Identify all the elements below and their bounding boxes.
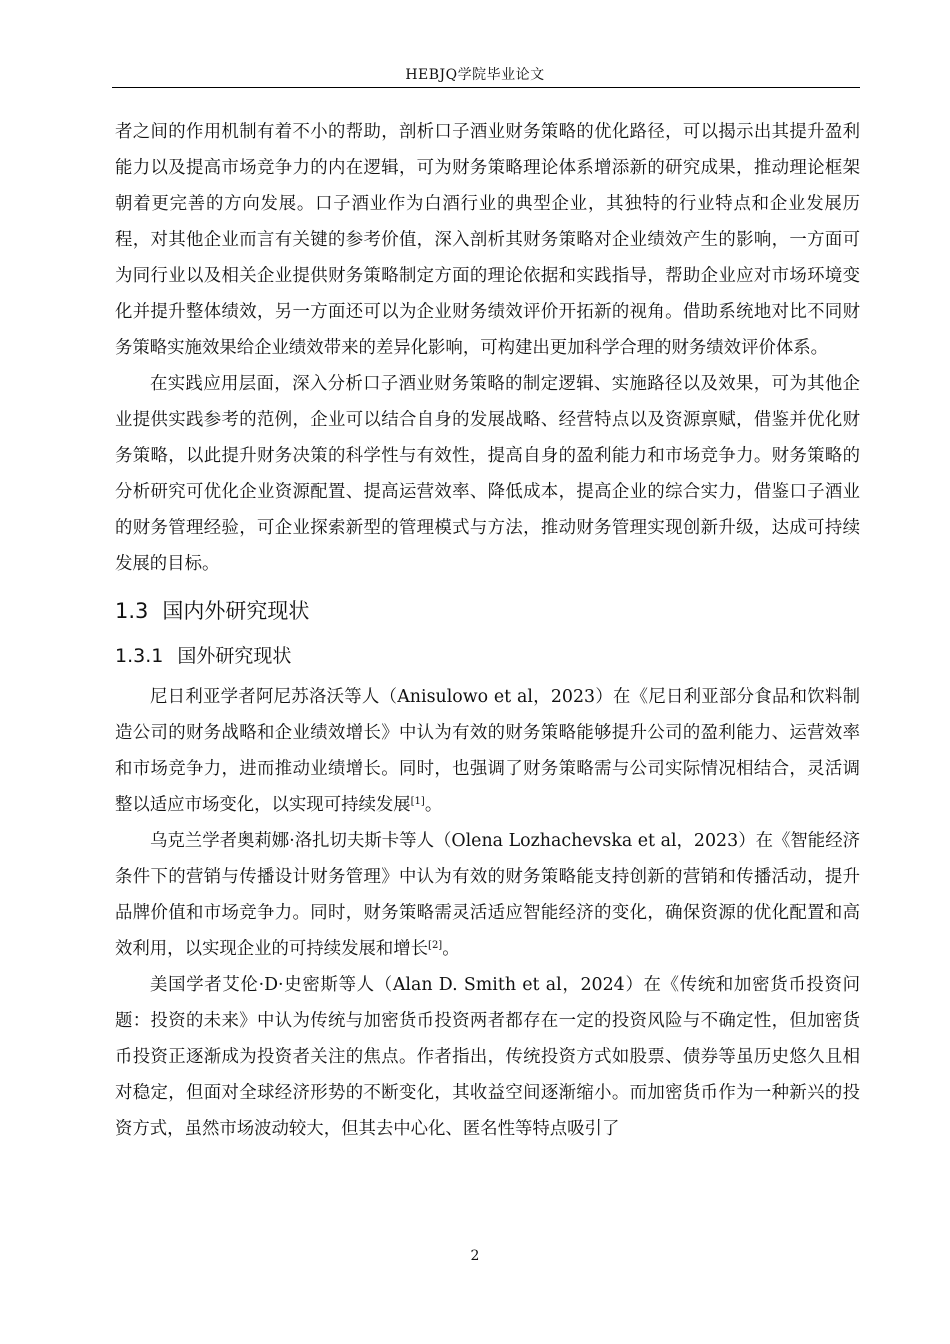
- paragraph-tail: 。: [424, 795, 443, 815]
- body-paragraph: [115, 679, 860, 823]
- citation-reference: [2]: [428, 940, 443, 951]
- citation-reference: [1]: [410, 796, 425, 807]
- subsection-title: 国外研究现状: [177, 645, 292, 667]
- paragraph-text: 尼日利亚学者阿尼苏洛沃等人（Anisulowo et al，2023）在《尼日利亚部分食品和饮料制造公司的财务战略和企业绩效增长》中认为有效的财务策略能够提升公司的盈利能力、运营效率和市场竞争力，进而推动业绩增长。同时，也强调了财务策略需与公司实际情况相结合，灵活调整以适应市场变化，以实现可持续发展: [115, 687, 860, 815]
- body-paragraph: [115, 967, 860, 1147]
- section-title: 国内外研究现状: [162, 599, 310, 623]
- paragraph-tail: 。: [442, 939, 460, 959]
- section-heading: [115, 591, 860, 631]
- header-rule: [112, 87, 860, 88]
- paragraph-text: 美国学者艾伦·D·史密斯等人（Alan D. Smith et al，2024）在《传统和加密货币投资问题：投资的未来》中认为传统与加密货币投资两者都存在一定的投资风险与不确定性，但加密货币投资正逐渐成为投资者关注的焦点。作者指出，传统投资方式如股票、债券等虽历史悠久且相对稳定，但面对全球经济形势的不断变化，其收益空间逐渐缩小。而加密货币作为一种新兴的投资方式，虽然市场波动较大，但其去中心化、匿名性等特点吸引了: [115, 975, 860, 1139]
- subsection-heading: [115, 637, 860, 675]
- body-paragraph: 者之间的作用机制有着不小的帮助，剖析口子酒业财务策略的优化路径，可以揭示出其提升盈利能力以及提高市场竞争力的内在逻辑，可为财务策略理论体系增添新的研究成果，推动理论框架朝着更完善的方向发展。口子酒业作为白酒行业的典型企业，其独特的行业特点和企业发展历程，对其他企业而言有关键的参考价值，深入剖析其财务策略对企业绩效产生的影响，一方面可为同行业以及相关企业提供财务策略制定方面的理论依据和实践指导，帮助企业应对市场环境变化并提升整体绩效，另一方面还可以为企业财务绩效评价开拓新的视角。借助系统地对比不同财务策略实施效果给企业绩效带来的差异化影响，可构建出更加科学合理的财务绩效评价体系。: [115, 122, 860, 358]
- paragraph-text: 乌克兰学者奥莉娜·洛扎切夫斯卡等人（Olena Lozhachevska et al，2023）在《智能经济条件下的营销与传播设计财务管理》中认为有效的财务策略能支持创新的营销和传播活动，提升品牌价值和市场竞争力。同时，财务策略需灵活适应智能经济的变化，确保资源的优化配置和高效利用，以实现企业的可持续发展和增长: [115, 831, 860, 959]
- subsection-number: 1.3.1: [115, 645, 164, 667]
- section-number: 1.3: [115, 599, 149, 623]
- body-paragraph: 在实践应用层面，深入分析口子酒业财务策略的制定逻辑、实施路径以及效果，可为其他企业提供实践参考的范例，企业可以结合自身的发展战略、经营特点以及资源禀赋，借鉴并优化财务策略，以此提升财务决策的科学性与有效性，提高自身的盈利能力和市场竞争力。财务策略的分析研究可优化企业资源配置、提高运营效率、降低成本，提高企业的综合实力，借鉴口子酒业的财务管理经验，可企业探索新型的管理模式与方法，推动财务管理实现创新升级，达成可持续发展的目标。: [115, 374, 860, 574]
- page-body: [115, 114, 860, 1147]
- running-header: HEBJQ学院毕业论文: [405, 67, 545, 83]
- body-paragraph: [115, 823, 860, 967]
- page-number: 2: [470, 1248, 480, 1264]
